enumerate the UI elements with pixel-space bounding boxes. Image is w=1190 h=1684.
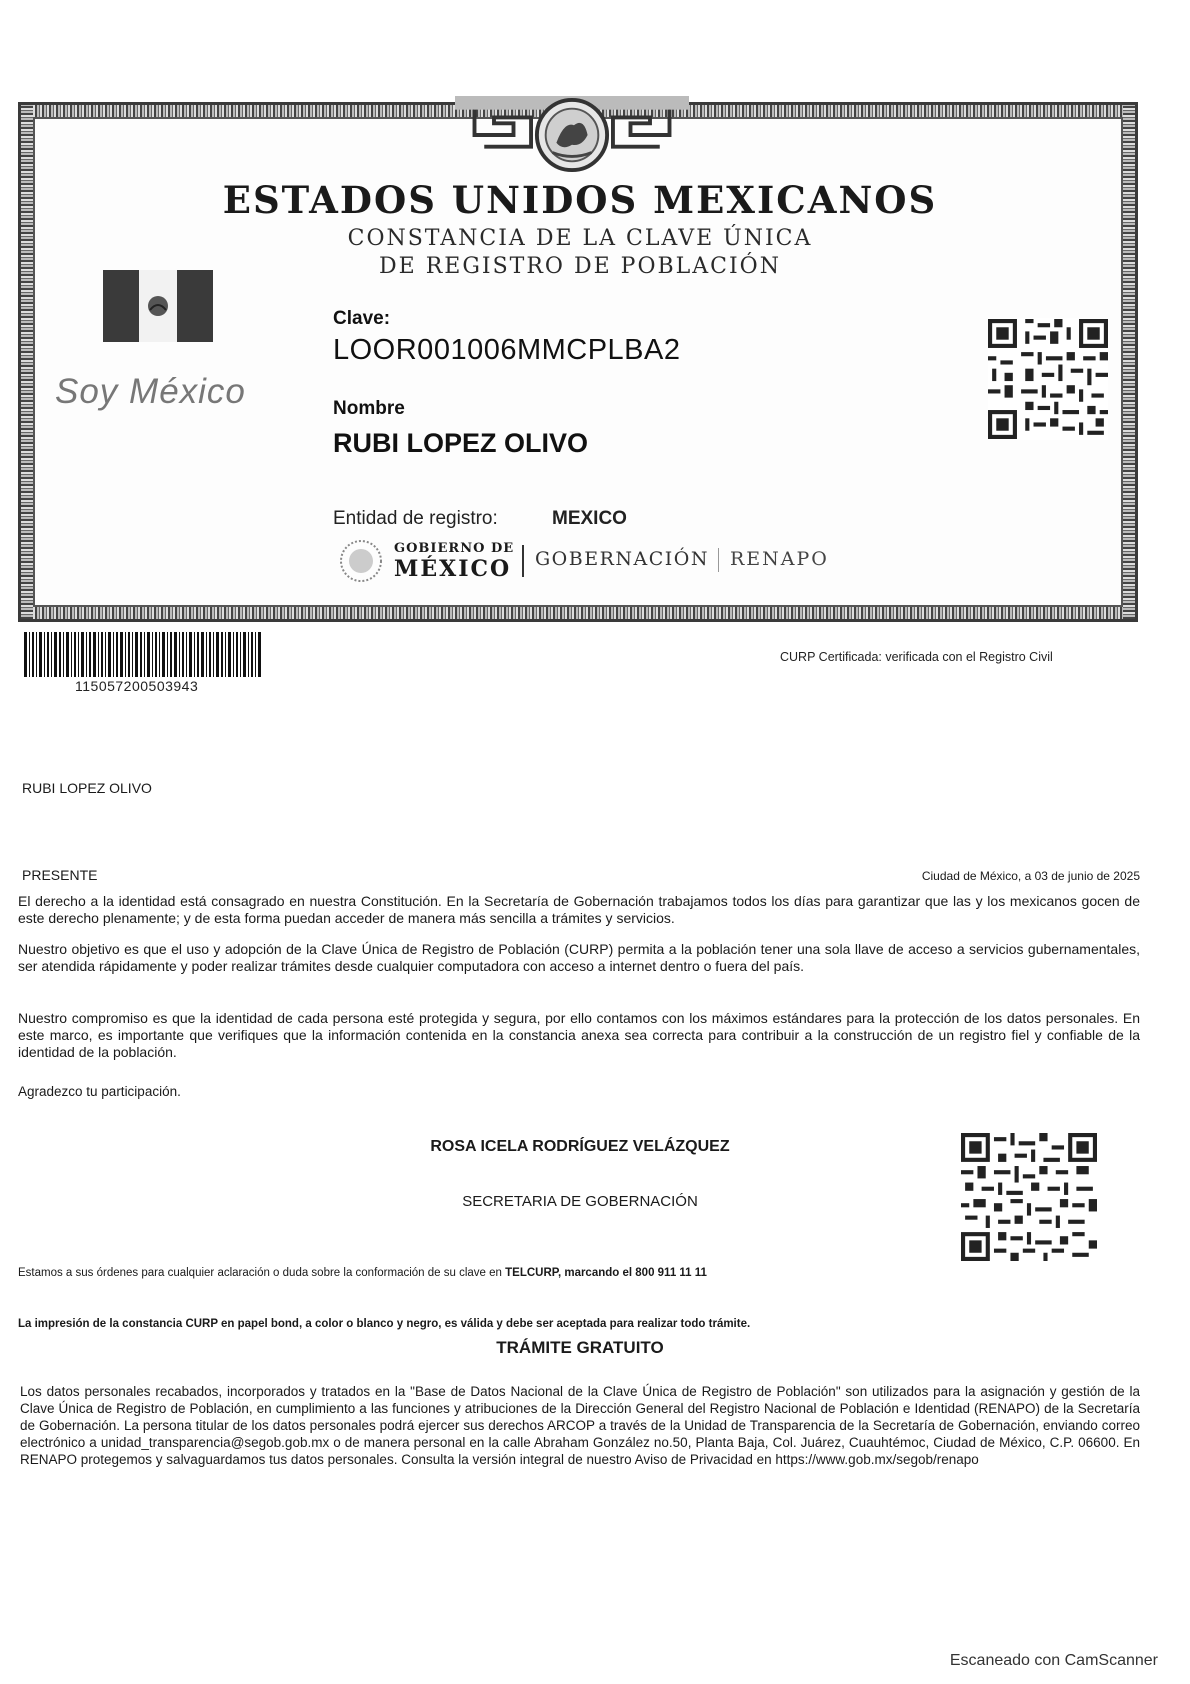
logo-gobierno-line1: GOBIERNO DE [394, 541, 515, 556]
entidad-value: MEXICO [552, 508, 627, 529]
thanks-line: Agradezco tu participación. [18, 1084, 181, 1099]
logo-divider [522, 545, 524, 577]
place-date: Ciudad de México, a 03 de junio de 2025 [921, 869, 1140, 883]
presente-label: PRESENTE [22, 867, 98, 883]
logo-gobierno-line2: MÉXICO [394, 556, 512, 582]
soy-mexico-slogan: Soy México [55, 372, 246, 411]
paragraph-compromiso: Nuestro compromiso es que la identidad de cada persona esté protegida y segura, por ello contamos con los máximos estándares para la protección de los datos personales. En este marco, es importante que verifiques que la información contenida en la constancia anexa sea correcta para contribuir a la construcción de un registro fiel y confiable de la identidad de la población. [18, 1010, 1140, 1060]
barcode-number: 115057200503943 [75, 678, 199, 694]
paragraph-identidad: El derecho a la identidad está consagrado en nuestra Constitución. En la Secretaría de Gobernación trabajamos todos los días para garantizar que las y los mexicanos gocen de este derecho plenamente; y de esta forma puedan acceder de manera más sencilla a trámites y servicios. [18, 893, 1140, 926]
signer-title: SECRETARIA DE GOBERNACIÓN [462, 1193, 698, 1210]
document-title-line1: CONSTANCIA DE LA CLAVE ÚNICA [347, 226, 813, 251]
clave-value: LOOR001006MMCPLBA2 [333, 334, 681, 366]
recipient-name: RUBI LOPEZ OLIVO [22, 780, 152, 796]
telcurp-phone: TELCURP, marcando el 800 911 11 11 [505, 1267, 707, 1279]
signer-name: ROSA ICELA RODRÍGUEZ VELÁZQUEZ [430, 1138, 730, 1155]
validity-note: La impresión de la constancia CURP en papel bond, a color o blanco y negro, es válida y debe ser aceptada para realizar todo trámite. [18, 1318, 751, 1330]
clave-label: Clave: [333, 308, 391, 329]
barcode-icon [24, 632, 262, 677]
ornamental-border-bottom [21, 607, 1135, 619]
document-title-line2: DE REGISTRO DE POBLACIÓN [379, 254, 781, 279]
nombre-label: Nombre [333, 398, 405, 419]
privacy-notice: Los datos personales recabados, incorporados y tratados en la "Base de Datos Nacional de la Clave Única de Registro de Población" son utilizados para la asignación y gestión de la Clave Única de Registro de Población, en cumplimiento a las funciones y atribuciones de la Dirección General del Registro Nacional de Población e Identidad (RENAPO) de la Secretaría de Gobernación. La persona titular de los datos personales podrá ejercer sus derechos ARCOP a través de la Unidad de Transparencia de la Secretaría de Gobernación, enviando correo electrónico a unidad_transparencia@segob.gob.mx o de manera personal en la calle Abraham González no.50, Planta Baja, Col. Juárez, Cuauhtémoc, Ciudad de México, C.P. 06600. En RENAPO protegemos y salvaguardamos tus datos personales. Consulta la versión integral de nuestro Aviso de Privacidad en https://www.gob.mx/segob/renapo [20, 1384, 1140, 1467]
qr-code-icon [988, 318, 1108, 440]
logo-gobierno-mexico [394, 541, 514, 582]
mexican-flag-icon [103, 270, 213, 342]
free-procedure-label: TRÁMITE GRATUITO [496, 1338, 664, 1357]
logo-divider-2 [718, 548, 719, 572]
nombre-value: RUBI LOPEZ OLIVO [333, 428, 589, 458]
entidad-label: Entidad de registro: [333, 508, 498, 529]
scanner-watermark: Escaneado con CamScanner [949, 1652, 1158, 1669]
curp-certificada-note: CURP Certificada: verificada con el Registro Civil [780, 650, 1053, 664]
qr-code-icon-2 [961, 1133, 1097, 1261]
telcurp-line [18, 1267, 707, 1279]
logo-gobernacion: GOBERNACIÓN [535, 548, 709, 570]
country-title: ESTADOS UNIDOS MEXICANOS [222, 178, 938, 222]
telcurp-prefix: Estamos a sus órdenes para cualquier aclaración o duda sobre la conformación de su clave en [18, 1267, 506, 1279]
logo-renapo: RENAPO [730, 548, 829, 570]
paragraph-objetivo: Nuestro objetivo es que el uso y adopción de la Clave Única de Registro de Población (CURP) permita a la población tener una sola llave de acceso a servicios gubernamentales, ser atendida rápidamente y poder realizar trámites desde cualquier computadora con acceso a internet dentro o fuera del país. [18, 941, 1140, 974]
gobierno-seal-icon [336, 538, 386, 584]
mexican-eagle-emblem-icon [452, 96, 692, 174]
